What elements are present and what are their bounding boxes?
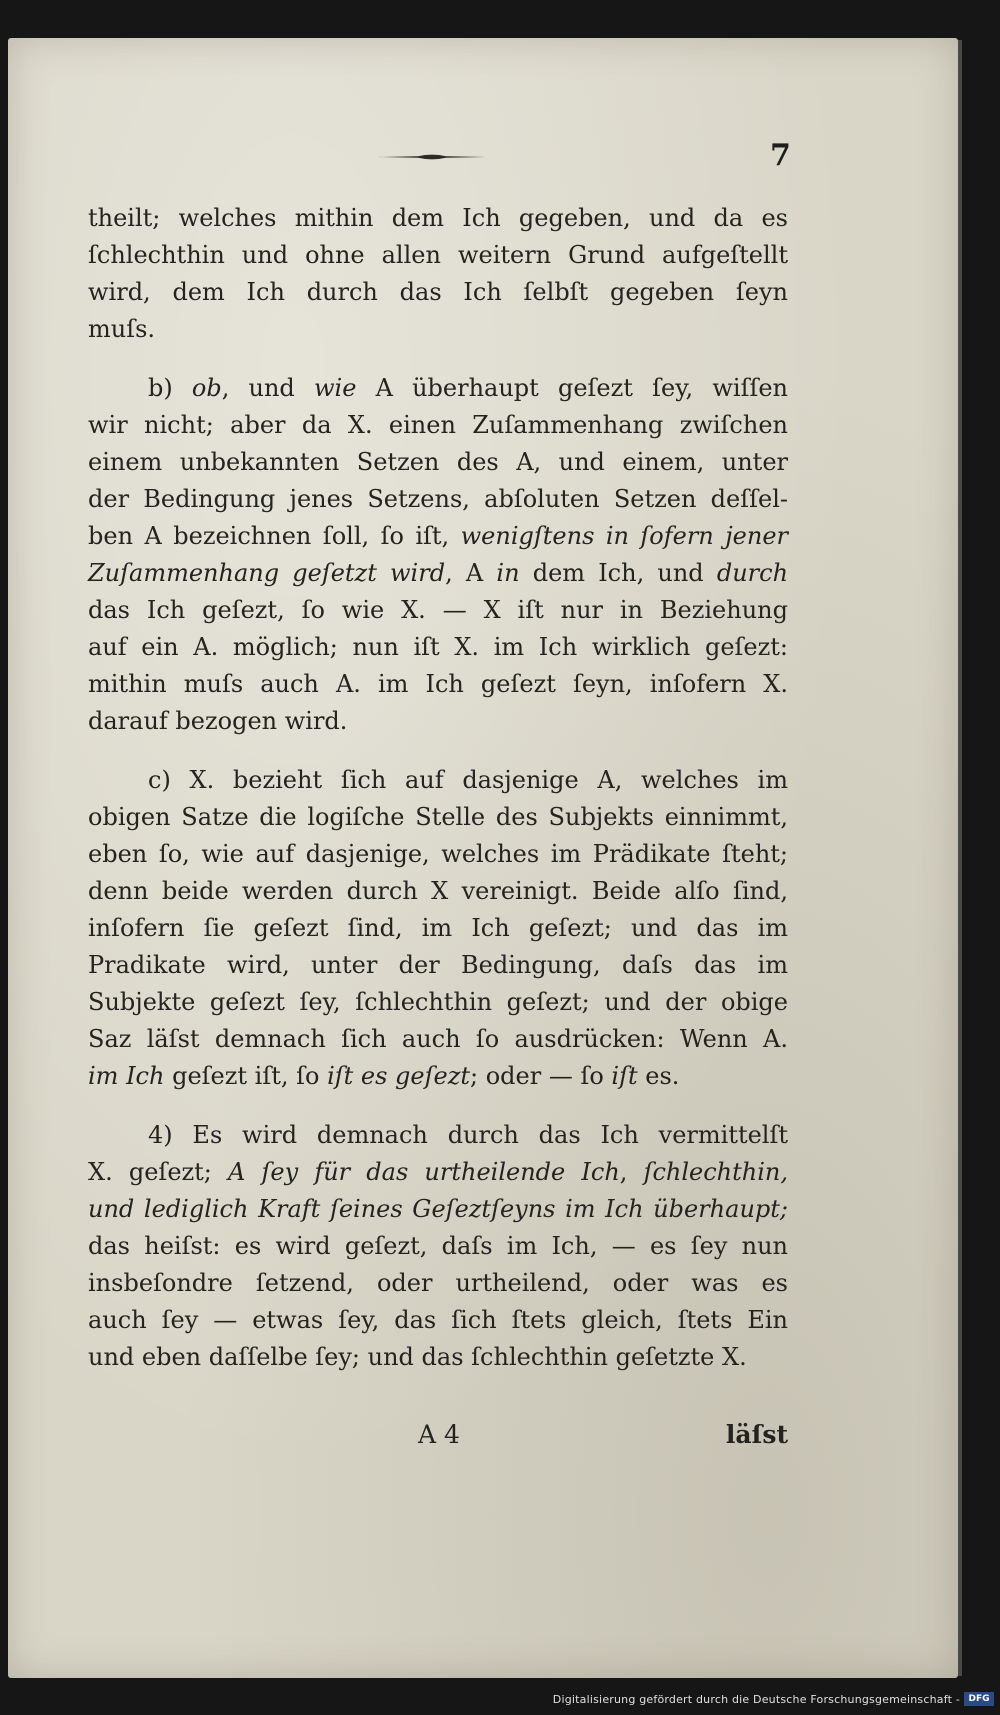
text-line — [88, 407, 788, 444]
text-run: , und — [221, 374, 314, 402]
text-line — [88, 1339, 788, 1376]
text-line — [88, 311, 788, 348]
text-run: A überhaupt geſezt ſey, wiſſen — [356, 374, 789, 402]
text-run: und eben daſſelbe ſey; und das ſchlechthin geſetzte X. — [88, 1343, 747, 1371]
text-run: das Ich geſezt, ſo wie X. — X iſt nur in Beziehung — [88, 596, 788, 624]
text-run: , A — [445, 559, 497, 587]
emphasis-text: A ſey für das urtheilende Ich — [228, 1158, 620, 1186]
text-line — [88, 1191, 788, 1228]
text-line — [88, 481, 788, 518]
text-line — [88, 703, 788, 740]
header-ornament-rule — [378, 153, 486, 161]
text-line — [88, 592, 788, 629]
text-run: inſofern ſie geſezt ſind, im Ich geſezt; und das im — [88, 914, 788, 942]
emphasis-text: wie — [313, 374, 357, 402]
text-line — [88, 910, 788, 947]
text-line — [88, 555, 788, 592]
text-run: Saz läſst demnach ſich auch ſo ausdrücken: Wenn A. — [88, 1025, 788, 1053]
paragraph — [88, 1117, 788, 1376]
text-run: ; oder — ſo — [470, 1062, 612, 1090]
text-run: der Bedingung jenes Setzens, abſoluten Setzen deſſel- — [88, 485, 788, 513]
text-line — [88, 370, 788, 407]
text-run: einem unbekannten Setzen des A, und einem, unter — [88, 448, 788, 476]
dfg-logo: DFG — [964, 1692, 994, 1706]
text-run: Pradikate wird, unter der Bedingung, daſs das im — [88, 951, 788, 979]
text-run: mithin muſs auch A. im Ich geſezt ſeyn, inſofern X. — [88, 670, 788, 698]
text-line — [88, 1154, 788, 1191]
text-line — [88, 629, 788, 666]
text-line — [88, 799, 788, 836]
catchword: läſst — [725, 1420, 788, 1449]
emphasis-text: und lediglich Kraft ſeines Geſeztſeyns im Ich überhaupt; — [88, 1195, 788, 1223]
emphasis-text: wenigſtens in ſofern jener — [460, 522, 788, 550]
emphasis-text: ob — [191, 374, 222, 402]
text-line — [88, 444, 788, 481]
text-run: , — [619, 1158, 644, 1186]
text-line — [88, 836, 788, 873]
text-line — [88, 1021, 788, 1058]
emphasis-text: iſt es geſezt — [327, 1062, 470, 1090]
text-run: 4) Es wird demnach durch das Ich vermittelſt — [148, 1121, 788, 1149]
signature-mark: A 4 — [418, 1420, 460, 1449]
emphasis-text: in — [496, 559, 520, 587]
text-run: insbeſondre ſetzend, oder urtheilend, oder was es — [88, 1269, 788, 1297]
text-line — [88, 947, 788, 984]
text-run: eben ſo, wie auf dasjenige, welches im Prädikate ſteht; — [88, 840, 788, 868]
text-run: auf ein A. möglich; nun iſt X. im Ich wirklich geſezt: — [88, 633, 788, 661]
text-run: ſchlechthin und ohne allen weitern Grund aufgeſtellt — [88, 241, 788, 269]
text-run: c) X. bezieht ſich auf dasjenige A, welches im — [148, 766, 788, 794]
text-run: X. geſezt; — [88, 1158, 229, 1186]
text-line — [88, 1265, 788, 1302]
paragraph — [88, 370, 788, 740]
text-run: darauf bezogen wird. — [88, 707, 348, 735]
page-number: 7 — [770, 138, 791, 173]
paragraph — [88, 200, 788, 348]
text-run: denn beide werden durch X vereinigt. Beide alſo ſind, — [88, 877, 788, 905]
text-line — [88, 200, 788, 237]
text-run: auch ſey — etwas ſey, das ſich ſtets gleich, ſtets Ein — [88, 1306, 788, 1334]
text-line — [88, 1302, 788, 1339]
body-text — [88, 200, 788, 1398]
text-run: wird, dem Ich durch das Ich ſelbſt gegeben ſeyn — [88, 278, 788, 306]
text-run: geſezt iſt, ſo — [164, 1062, 328, 1090]
text-line — [88, 237, 788, 274]
text-line — [88, 873, 788, 910]
text-run: ben A bezeichnen ſoll, ſo iſt, — [88, 522, 461, 550]
digitization-credit: Digitalisierung gefördert durch die Deutsche Forschungsgemeinschaft - — [552, 1693, 960, 1706]
text-line — [88, 518, 788, 555]
text-run: Subjekte geſezt ſey, ſchlechthin geſezt; und der obige — [88, 988, 788, 1016]
text-run: das heiſst: es wird geſezt, daſs im Ich, — es ſey nun — [88, 1232, 788, 1260]
text-line — [88, 274, 788, 311]
text-line — [88, 984, 788, 1021]
text-run: dem Ich, und — [519, 559, 717, 587]
emphasis-text: Zuſammenhang geſetzt wird — [88, 559, 446, 587]
text-run: obigen Satze die logiſche Stelle des Subjekts einnimmt, — [88, 803, 788, 831]
text-line — [88, 1228, 788, 1265]
text-line — [88, 1117, 788, 1154]
emphasis-text: iſt — [611, 1062, 638, 1090]
emphasis-text: im Ich — [88, 1062, 165, 1090]
text-run: b) — [148, 374, 192, 402]
page-edge — [958, 40, 962, 1676]
text-run: muſs. — [88, 315, 156, 343]
text-run: theilt; welches mithin dem Ich gegeben, und da es — [88, 204, 788, 232]
emphasis-text: ſchlechthin, — [643, 1158, 788, 1186]
text-run: wir nicht; aber da X. einen Zuſammenhang zwiſchen — [88, 411, 788, 439]
text-run: es. — [637, 1062, 680, 1090]
text-line — [88, 762, 788, 799]
text-line — [88, 666, 788, 703]
emphasis-text: durch — [716, 559, 789, 587]
paragraph — [88, 762, 788, 1095]
text-line — [88, 1058, 788, 1095]
